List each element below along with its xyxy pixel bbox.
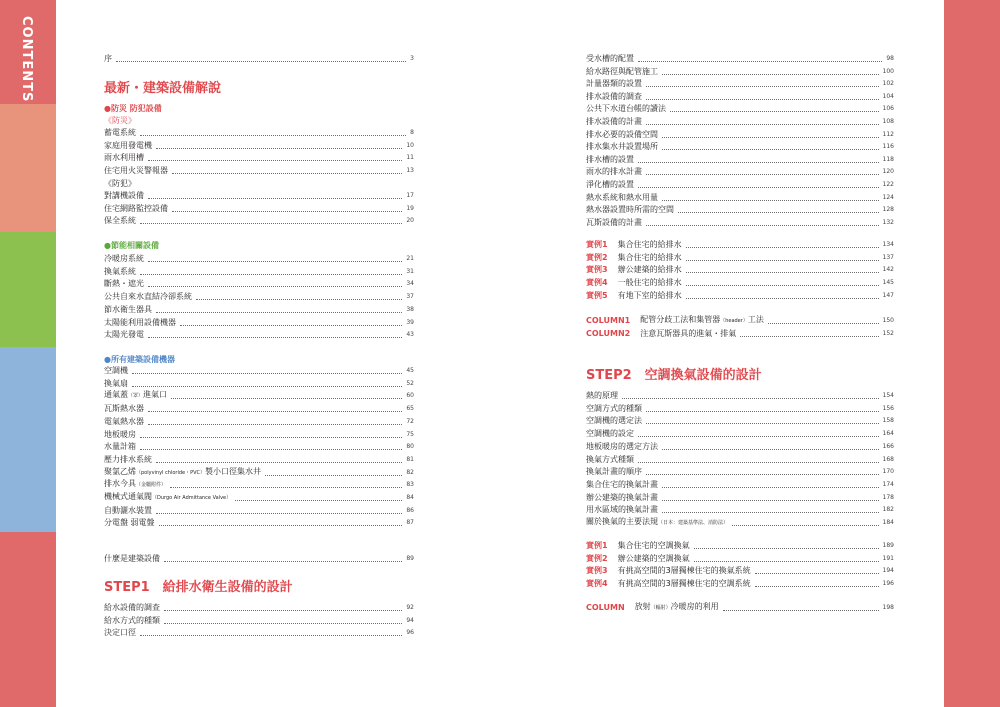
entry-title: 換氣系統 — [104, 266, 136, 276]
toc-entry[interactable] — [104, 267, 414, 277]
leader-dots — [148, 198, 402, 199]
toc-entry[interactable] — [104, 141, 414, 151]
toc-entry[interactable] — [104, 153, 414, 163]
leader-dots — [646, 124, 879, 125]
toc-entry[interactable] — [586, 180, 894, 190]
leader-dots — [755, 586, 879, 587]
entry-title: 有地下室的給排水 — [617, 290, 682, 300]
entry-tag: COLUMN2 — [586, 328, 631, 338]
toc-entry[interactable] — [586, 193, 894, 203]
band-green — [0, 232, 56, 347]
toc-entry[interactable] — [586, 117, 894, 127]
entry-title: 淨化槽的設置 — [586, 180, 634, 189]
leader-dots — [646, 423, 879, 424]
entry-title: 辦公建築的換氣計畫 — [586, 492, 658, 502]
entry-title: 集合住宅的換氣計畫 — [586, 479, 658, 489]
leader-dots — [171, 398, 402, 399]
leader-dots — [662, 149, 879, 150]
toc-entry[interactable] — [104, 366, 414, 376]
page-number: 124 — [882, 193, 894, 201]
leader-dots — [662, 449, 879, 450]
page-number: 150 — [882, 317, 894, 324]
entry-title: 決定口徑 — [104, 628, 136, 638]
page-number: 94 — [406, 616, 414, 624]
entry-title: 熱的原理 — [586, 391, 618, 400]
page-number: 104 — [882, 92, 894, 100]
entry-tag: 實例4 — [586, 278, 608, 288]
toc-entry[interactable] — [104, 480, 414, 490]
entry-title: 注意瓦斯器具的進氣・排氣 — [640, 328, 737, 338]
toc-entry[interactable] — [586, 429, 894, 439]
toc-entry[interactable] — [586, 92, 894, 102]
entry-title: 空調機 — [104, 366, 128, 375]
page-number: 156 — [882, 404, 894, 412]
page-number: 196 — [882, 580, 894, 588]
leader-dots — [172, 211, 402, 212]
toc-entry[interactable] — [104, 603, 414, 613]
leader-dots — [148, 424, 402, 425]
heading-latest: 最新・建築設備解說 — [104, 81, 222, 96]
leader-dots — [156, 462, 402, 463]
leader-dots — [646, 411, 879, 412]
toc-entry[interactable] — [586, 79, 894, 89]
page-number: 80 — [406, 443, 414, 451]
page-number: 189 — [882, 542, 894, 549]
leader-dots — [148, 261, 402, 262]
leader-dots — [686, 260, 879, 261]
leader-dots — [740, 336, 878, 337]
entry-tag: 實例4 — [586, 579, 608, 589]
leader-dots — [662, 137, 879, 138]
toc-entry[interactable] — [586, 67, 894, 77]
entry-title: 給水設備的調查 — [104, 603, 160, 612]
leader-dots — [638, 462, 879, 463]
entry-tag: 實例3 — [586, 265, 608, 275]
contents-title: CONTENTS — [19, 16, 34, 103]
toc-entry[interactable] — [104, 616, 414, 626]
page-number: 118 — [882, 155, 894, 163]
entry-title: 關於換氣的主要法規（日本：建築基準法、消防法） — [586, 517, 729, 526]
entry-title: 蓄電系統 — [104, 128, 136, 137]
page-number: 194 — [882, 567, 894, 575]
page-number: 145 — [882, 279, 894, 287]
entry-title: 空調機的設定 — [586, 429, 634, 439]
entry-title: 公共下水道台帳的讀法 — [586, 104, 666, 114]
leader-dots — [646, 174, 879, 175]
page-number: 142 — [882, 266, 894, 274]
toc-entry[interactable] — [104, 628, 414, 638]
page-number: 182 — [882, 506, 894, 514]
entry-title: 排水集水井設置場所 — [586, 142, 658, 152]
toc-example-entry[interactable] — [586, 253, 894, 263]
page-number: 17 — [406, 192, 414, 199]
toc-entry[interactable] — [586, 218, 894, 228]
page-number: 83 — [406, 481, 414, 489]
entry-title: 計量器類的設置 — [586, 79, 642, 89]
toc-entry[interactable] — [586, 130, 894, 140]
toc-entry[interactable] — [586, 391, 894, 401]
entry-tag: COLUMN1 — [586, 316, 631, 325]
leader-dots — [646, 99, 879, 100]
page-number: 81 — [406, 455, 414, 463]
entry-title: 雨水利用槽 — [104, 153, 144, 163]
page-number: 19 — [406, 204, 414, 212]
entry-title: 有挑高空間的3層獨棟住宅的空調系統 — [617, 579, 751, 589]
leader-dots — [732, 525, 879, 526]
heading-step1: STEP1 給排水衛生設備的設計 — [104, 580, 293, 595]
entry-title: 空調方式的種類 — [586, 403, 642, 413]
leader-dots — [638, 61, 882, 62]
band-blue — [0, 347, 56, 532]
leader-dots — [164, 610, 402, 611]
page-number: 122 — [882, 181, 894, 188]
leader-dots — [140, 635, 402, 636]
leader-dots — [686, 285, 879, 286]
leader-dots — [140, 223, 402, 224]
leader-dots — [164, 623, 402, 624]
leader-dots — [265, 475, 402, 476]
page-number: 92 — [406, 604, 414, 611]
toc-entry[interactable] — [104, 404, 414, 414]
toc-example-entry[interactable] — [586, 240, 894, 250]
band-peach — [0, 104, 56, 232]
leader-dots — [180, 325, 402, 326]
toc-entry[interactable] — [104, 493, 414, 503]
toc-entry[interactable] — [586, 142, 894, 152]
leader-dots — [662, 487, 879, 488]
page-number: 134 — [882, 241, 894, 248]
leader-dots — [156, 513, 402, 514]
leader-dots — [622, 398, 879, 399]
leader-dots — [170, 487, 402, 488]
page-number: 21 — [406, 255, 414, 262]
page-number: 112 — [882, 130, 894, 138]
leader-dots — [768, 323, 879, 324]
leader-dots — [132, 386, 402, 387]
toc-example-entry[interactable] — [586, 316, 894, 326]
leader-dots — [638, 436, 879, 437]
page-number: 60 — [406, 392, 414, 400]
entry-title: 節水衛生器具 — [104, 304, 152, 314]
page-number: 52 — [406, 379, 414, 387]
heading-step2: STEP2 空調換氣設備的設計 — [586, 368, 762, 383]
page-number: 178 — [882, 493, 894, 501]
toc-example-entry[interactable] — [586, 291, 894, 301]
entry-tag: 實例1 — [586, 541, 608, 550]
toc-entry[interactable] — [104, 166, 414, 176]
leader-dots — [156, 312, 402, 313]
entry-title: 辦公建築的空調換氣 — [617, 553, 690, 563]
page-number: 116 — [882, 143, 894, 151]
entry-title: 用水區域的換氣計畫 — [586, 505, 658, 515]
toc-entry[interactable] — [104, 417, 414, 427]
leader-dots — [662, 74, 879, 75]
toc-example-entry[interactable] — [586, 579, 894, 589]
entry-title: 集合住宅的給排水 — [617, 240, 682, 249]
page-number: 72 — [406, 417, 414, 425]
entry-title: 配管分歧工法和集管器（header）工法 — [640, 315, 764, 324]
page-number: 108 — [882, 118, 894, 125]
page-number: 170 — [882, 468, 894, 476]
page-number: 120 — [882, 168, 894, 176]
page-number: 31 — [406, 267, 414, 275]
toc-entry[interactable]: 什麼是建築設備 89 — [104, 554, 414, 563]
leader-dots — [686, 247, 879, 248]
page-number: 184 — [882, 519, 894, 526]
page-number: 106 — [882, 105, 894, 113]
entry-title: 受水槽的配置 — [586, 54, 634, 63]
page-number: 38 — [406, 305, 414, 313]
page-number: 100 — [882, 67, 894, 75]
toc-entry[interactable] — [586, 167, 894, 177]
entry-title: 通氣蓋（罩）進氣口 — [104, 390, 168, 400]
page-number: 37 — [406, 293, 414, 301]
entry-title: 排水設備的計畫 — [586, 117, 642, 126]
entry-title: 給水方式的種類 — [104, 615, 160, 625]
page-number: 128 — [882, 206, 894, 214]
toc-entry[interactable] — [104, 128, 414, 138]
entry-title: 地板暖房的選定方法 — [586, 441, 658, 451]
leader-dots — [755, 573, 879, 574]
page-number: 43 — [406, 331, 414, 339]
page-number: 102 — [882, 80, 894, 88]
entry-title: 對講機設備 — [104, 191, 144, 200]
leader-dots — [694, 561, 879, 562]
toc-example-entry[interactable] — [586, 541, 894, 551]
page-number: 39 — [406, 318, 414, 326]
toc-entry[interactable] — [104, 318, 414, 328]
leader-dots — [140, 274, 402, 275]
entry-title: 水量計箱 — [104, 442, 136, 452]
page-number: 166 — [882, 442, 894, 450]
page-number: 164 — [882, 430, 894, 438]
leader-dots — [132, 373, 402, 374]
entry-title: 換氣計畫的順序 — [586, 467, 642, 477]
toc-entry[interactable] — [104, 254, 414, 264]
leader-dots — [140, 135, 406, 136]
entry-title: 公共自來水直結冷卻系統 — [104, 292, 192, 302]
page-number: 84 — [406, 494, 414, 501]
section-energy: ●節能相關設備 — [104, 241, 159, 250]
page-number: 168 — [882, 455, 894, 463]
leader-dots — [140, 449, 402, 450]
leader-dots — [638, 187, 879, 188]
entry-tag: COLUMN — [586, 603, 625, 612]
toc-entry[interactable] — [104, 442, 414, 452]
leader-dots — [148, 411, 402, 412]
leader-dots — [172, 173, 402, 174]
leader-dots — [646, 225, 879, 226]
leader-dots — [638, 162, 879, 163]
entry-title: 壓力排水系統 — [104, 454, 152, 464]
entry-title: 放射（輻射）冷暖房的利用 — [634, 602, 719, 611]
toc-example-entry[interactable] — [586, 278, 894, 288]
entry-title: 住宅用火災警報器 — [104, 166, 168, 176]
leader-dots — [694, 548, 879, 549]
entry-title: 聚氯乙烯（polyvinyl chloride・PVC）製小口徑集水井 — [104, 466, 262, 476]
entry-title: 雨水的排水計畫 — [586, 167, 642, 177]
toc-entry[interactable] — [104, 391, 414, 401]
toc-example-entry[interactable] — [586, 329, 894, 339]
toc-entry[interactable] — [104, 216, 414, 226]
leader-dots — [662, 500, 879, 501]
page-number: 45 — [406, 367, 414, 374]
page-number: 87 — [406, 519, 414, 527]
leader-dots — [686, 298, 879, 299]
toc-entry[interactable] — [104, 204, 414, 214]
entry-title: 斷熱・遮光 — [104, 279, 144, 289]
toc-entry[interactable] — [104, 455, 414, 465]
entry-title: 熱水系統和熱水用量 — [586, 192, 658, 202]
entry-title: 集合住宅的給排水 — [617, 252, 682, 262]
toc-entry[interactable] — [586, 442, 894, 452]
page-number: 75 — [406, 430, 414, 438]
page-number: 132 — [882, 218, 894, 226]
entry-title: 換氣方式種類 — [586, 454, 634, 464]
toc-example-entry[interactable] — [586, 265, 894, 275]
entry-title: 集合住宅的空調換氣 — [617, 541, 690, 550]
page-number: 96 — [406, 629, 414, 637]
page-number: 198 — [882, 604, 894, 611]
toc-entry[interactable] — [586, 104, 894, 114]
entry-title: 辦公建築的給排水 — [617, 265, 682, 275]
entry-title: 地板暖房 — [104, 429, 136, 439]
entry-tag: 實例5 — [586, 290, 608, 300]
leader-dots — [662, 512, 879, 513]
toc-entry[interactable] — [104, 506, 414, 516]
entry-title: 給水路徑與配管施工 — [586, 66, 658, 76]
toc-entry[interactable] — [586, 518, 894, 528]
entry-title: 排水設備的調查 — [586, 91, 642, 101]
entry-title: 瓦斯熱水器 — [104, 404, 144, 414]
entry-tag: 實例3 — [586, 566, 608, 576]
band-right — [944, 0, 1000, 707]
toc-entry[interactable] — [104, 430, 414, 440]
toc-example-entry[interactable] — [586, 603, 894, 613]
toc-entry[interactable] — [104, 468, 414, 478]
toc-entry[interactable] — [104, 305, 414, 315]
entry-title: 空調機的選定法 — [586, 416, 642, 426]
toc-entry[interactable] — [104, 330, 414, 340]
entry-title: 家庭用發電機 — [104, 140, 152, 150]
toc-entry[interactable] — [586, 505, 894, 515]
leader-dots — [140, 437, 402, 438]
entry-title: 自動灑水裝置 — [104, 505, 152, 515]
leader-dots — [159, 525, 403, 526]
subsection-crime: 《防犯》 — [104, 179, 136, 188]
entry-title: 電氣熱水器 — [104, 416, 144, 426]
page-number: 8 — [410, 129, 414, 136]
section-all-equipment: ●所有建築設備機器 — [104, 355, 175, 364]
entry-tag: 實例2 — [586, 252, 608, 262]
toc-entry[interactable] — [586, 455, 894, 465]
leader-dots — [662, 200, 879, 201]
entry-title: 住宅網路監控設備 — [104, 203, 168, 213]
leader-dots — [196, 299, 402, 300]
entry-title: 瓦斯設備的計畫 — [586, 217, 642, 227]
toc-entry[interactable] — [586, 467, 894, 477]
entry-title: 機械式通氣閥（Durgo Air Admittance Valve） — [104, 492, 232, 501]
page-number: 82 — [406, 468, 414, 476]
leader-dots — [686, 272, 879, 273]
page-number: 158 — [882, 417, 894, 425]
toc-entry[interactable] — [104, 292, 414, 302]
entry-title: 分電盤 弱電盤 — [104, 518, 155, 528]
page-number: 11 — [406, 154, 414, 162]
leader-dots — [235, 500, 402, 501]
page-number: 174 — [882, 480, 894, 488]
entry-title: 排水必要的設備空間 — [586, 129, 658, 139]
toc-entry[interactable] — [104, 518, 414, 528]
entry-title: 排水槽的設置 — [586, 154, 634, 164]
leader-dots — [670, 111, 879, 112]
toc-entry[interactable] — [586, 54, 894, 64]
page-number: 86 — [406, 506, 414, 514]
entry-title: 保全系統 — [104, 216, 136, 226]
toc-entry[interactable] — [104, 279, 414, 289]
entry-title: 一般住宅的給排水 — [617, 278, 682, 288]
toc-entry[interactable] — [586, 404, 894, 414]
toc-example-entry[interactable] — [586, 554, 894, 564]
leader-dots — [148, 160, 402, 161]
toc-entry[interactable] — [104, 379, 414, 389]
entry-title: 熱水器設置時所需的空間 — [586, 205, 674, 215]
entry-title: 換氣扇 — [104, 378, 128, 388]
leader-dots — [646, 474, 879, 475]
leader-dots — [723, 610, 879, 611]
page-number: 10 — [406, 141, 414, 149]
entry-tag: 實例1 — [586, 240, 608, 249]
leader-dots — [678, 212, 879, 213]
toc-entry[interactable] — [586, 205, 894, 215]
toc-entry[interactable] — [586, 480, 894, 490]
section-disaster: ●防災 防犯設備 — [104, 104, 162, 113]
band-red-bottom — [0, 532, 56, 707]
page-number: 98 — [886, 55, 894, 62]
entry-title: 有挑高空間的3層獨棟住宅的換氣系統 — [617, 566, 751, 576]
page-number: 65 — [406, 405, 414, 413]
page-number: 13 — [406, 167, 414, 175]
leader-dots — [156, 148, 402, 149]
entry-title: 冷暖房系統 — [104, 254, 144, 263]
toc-entry[interactable] — [586, 493, 894, 503]
entry-tag: 實例2 — [586, 553, 608, 563]
toc-example-entry[interactable] — [586, 566, 894, 576]
toc-entry[interactable] — [586, 416, 894, 426]
page-number: 191 — [882, 554, 894, 562]
leader-dots — [148, 337, 402, 338]
page-number: 154 — [882, 392, 894, 399]
page-number: 137 — [882, 253, 894, 261]
entry-title: 排水今具（金屬附件） — [104, 479, 167, 489]
leader-dots — [646, 86, 879, 87]
entry-title: 太陽光發電 — [104, 330, 144, 340]
toc-entry[interactable] — [104, 191, 414, 201]
page-number: 34 — [406, 280, 414, 288]
subsection-disaster: 《防災》 — [104, 116, 136, 125]
page-number: 152 — [882, 329, 894, 337]
leader-dots — [148, 286, 402, 287]
entry-title: 太陽能利用設備機器 — [104, 317, 176, 327]
toc-entry[interactable] — [586, 155, 894, 165]
toc-entry[interactable]: 序 3 — [104, 54, 414, 63]
page-number: 20 — [406, 217, 414, 225]
page-number: 147 — [882, 291, 894, 299]
